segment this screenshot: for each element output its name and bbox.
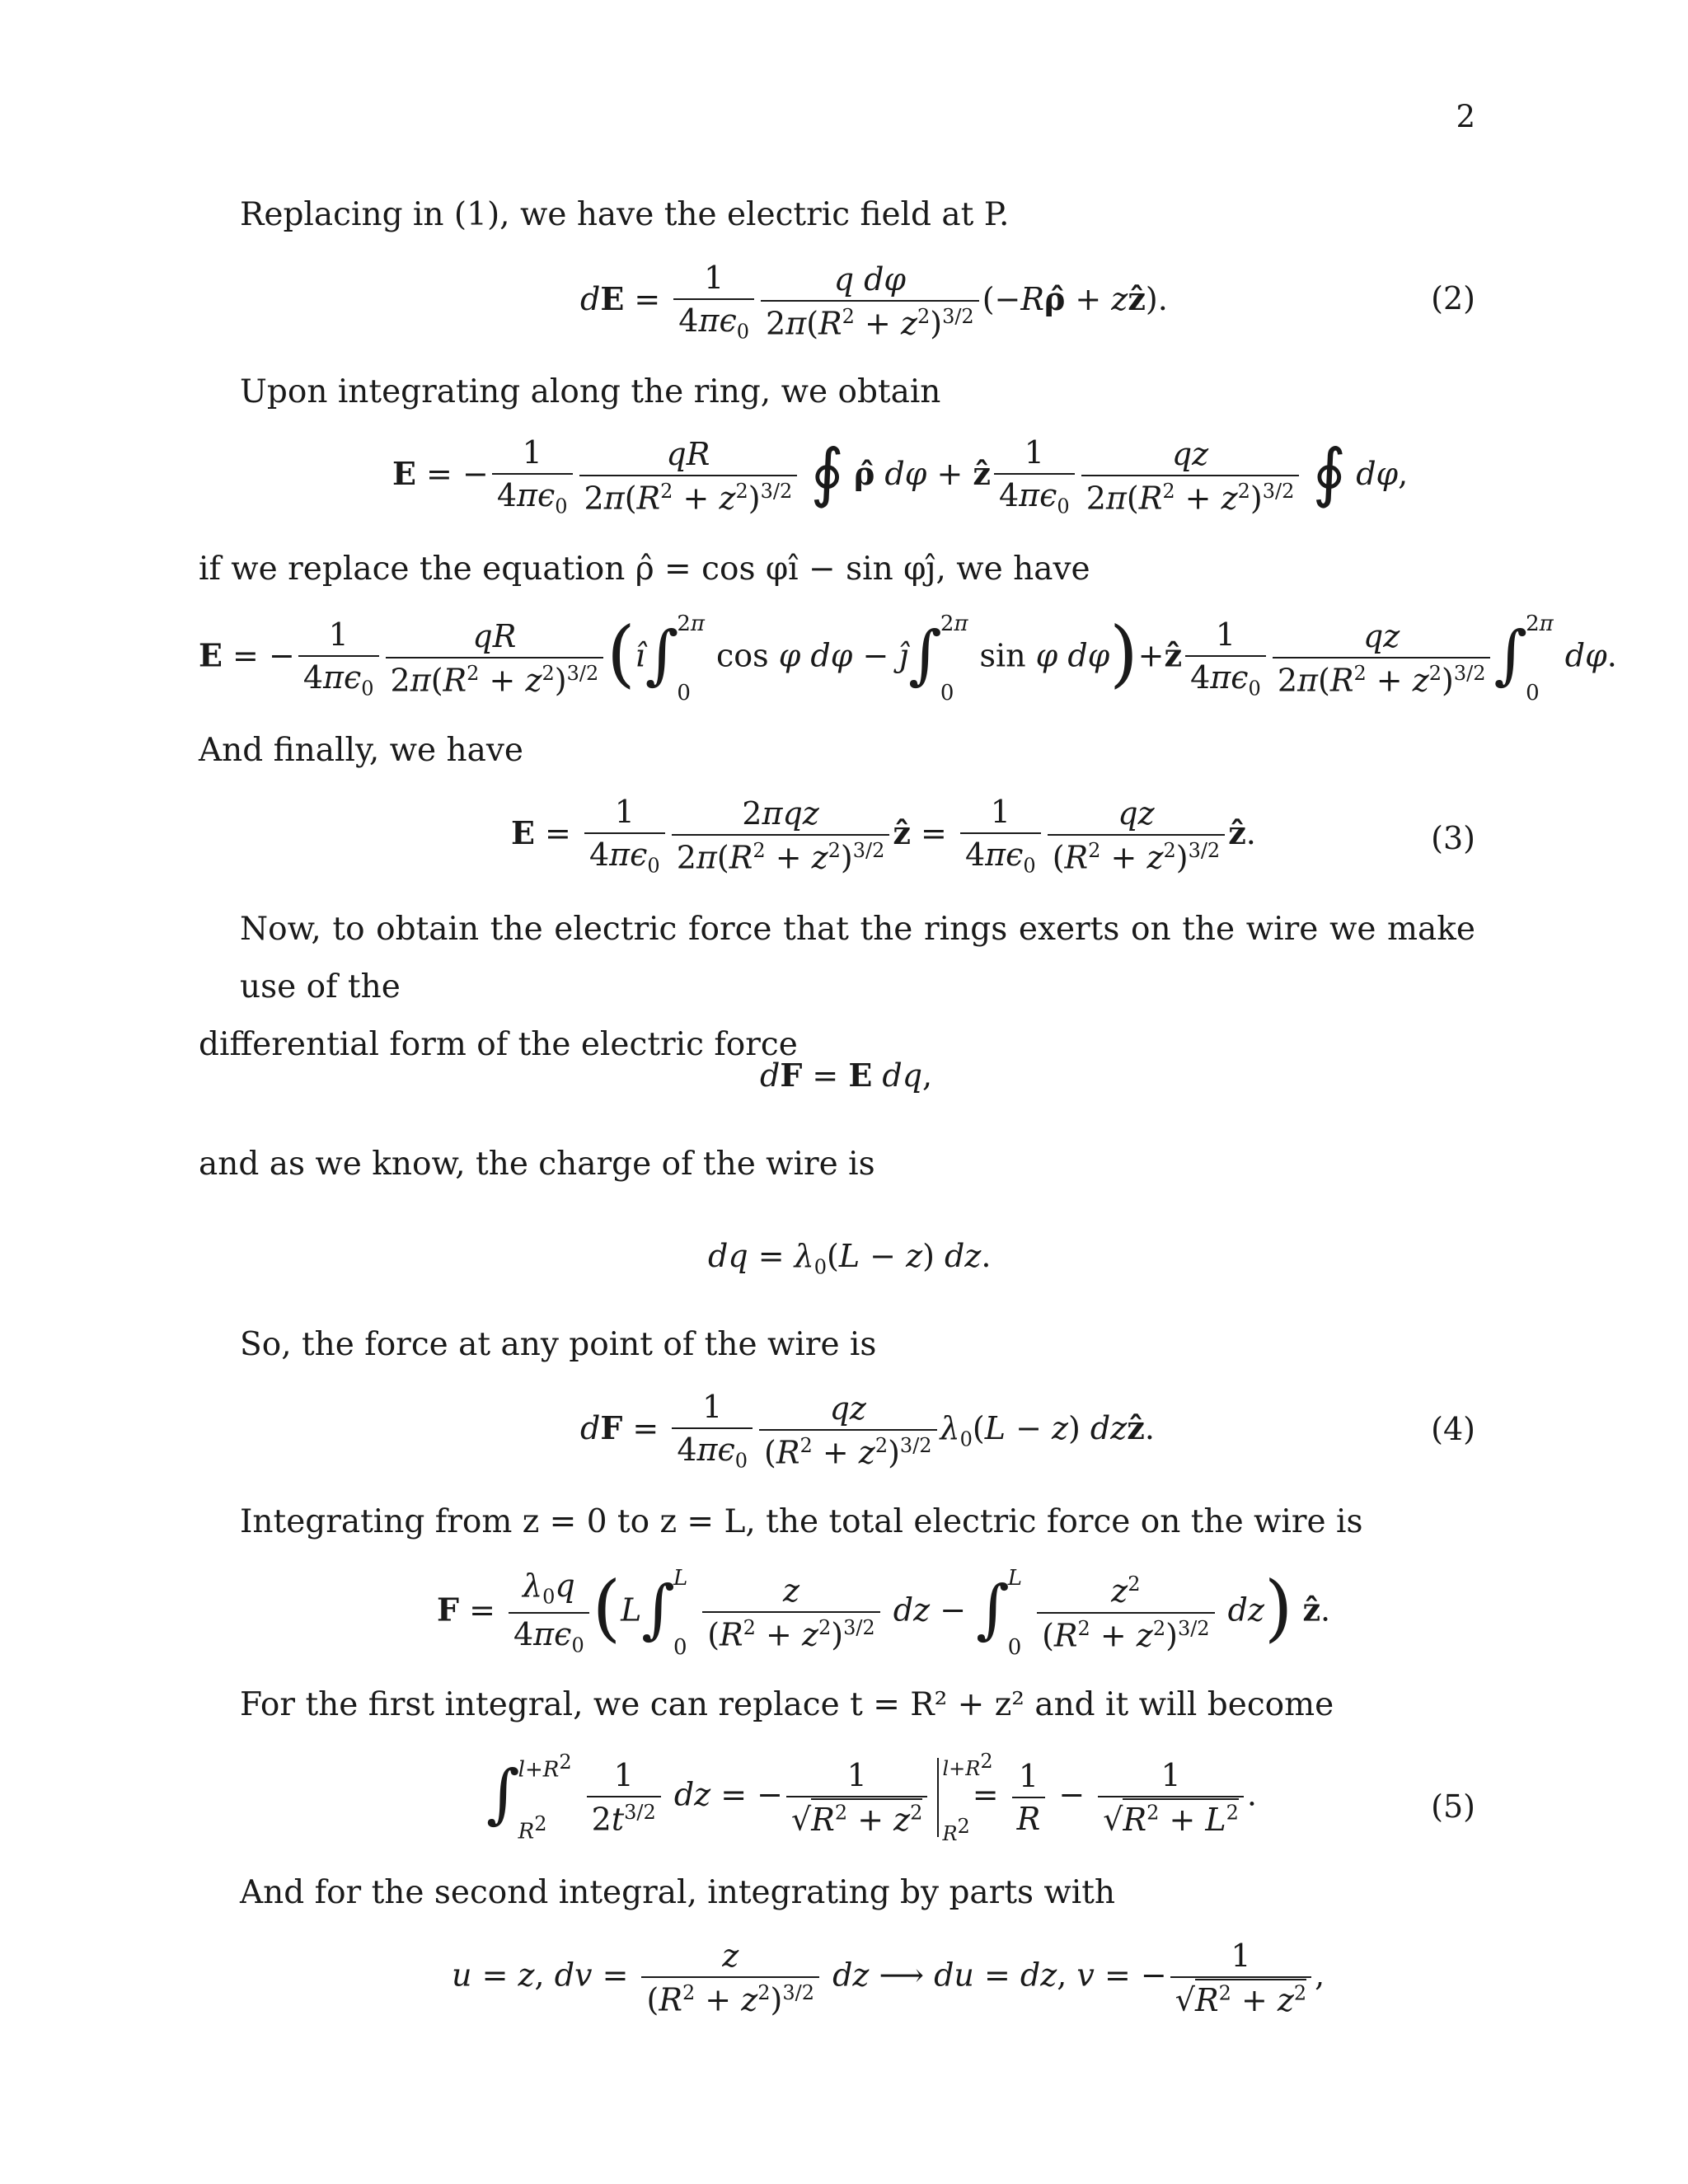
equation-number-3: (3) — [1431, 820, 1475, 856]
paragraph-force-point: So, the force at any point of the wire is — [240, 1326, 877, 1363]
equation-5: ∫ $l+R^2$ $R^2$ $\frac{1}{2t^{3/2}}$ dz = − $\frac{1}{√R^2 + z^2}$ $l+R^2$ $R^2$ = $\frac{1}{R}$ − $\frac{1}{√R^2 + L^2}$ . — [486, 1750, 1257, 1845]
equation-dq: dq = $\lambda_0(L - z)$ dz. — [708, 1238, 992, 1279]
equation-2: dE = $\frac{1}{4\pi\epsilon_0}$ $\frac{\text{q dφ}}{2\pi(R^2 + z^2)^{3/2}}$ (−Rρ̂ + zẑ). — [580, 260, 1168, 344]
paragraph-electric-force-line2: differential form of the electric force — [199, 1026, 798, 1063]
equation-number-5: (5) — [1431, 1788, 1475, 1825]
equation-expanded: E = − $\frac{1}{4\pi\epsilon_0}$ $\frac{qR}{2\pi(R^2 + z^2)^{3/2}}$ (î∫ 2π 0 cos φ dφ − ĵ∫ 2π 0 sin φ dφ)+ẑ $\frac{1}{4\pi\epsilon_0}$ $\frac{qz}{2\pi(R^2 + z^2)^{3/2}}$ ∫ 2π 0 dφ. — [199, 611, 1617, 705]
equation-number-2: (2) — [1431, 280, 1475, 316]
paragraph-finally: And finally, we have — [199, 732, 523, 769]
equation-4: dF = $\frac{1}{4\pi\epsilon_0}$ $\frac{qz}{(R^2 + z^2)^{3/2}}$ $\lambda_0(L - z)$ dzẑ. — [580, 1389, 1155, 1473]
equation-total-force: F = $\frac{\lambda_0q}{4\pi\epsilon_0}$ (L∫ L 0 $\frac{z}{(R^2 + z^2)^{3/2}}$ dz − ∫ L 0 $\frac{z^2}{(R^2 + z^2)^{3/2}}$ dz) ẑ. — [437, 1565, 1331, 1660]
equation-dF: dF = E dq, — [760, 1057, 933, 1094]
paragraph-electric-force-line1: Now, to obtain the electric force that the rings exerts on the wire we make use of the — [240, 911, 1475, 1005]
page-number: 2 — [1456, 99, 1475, 134]
equation-number-4: (4) — [1431, 1411, 1475, 1447]
paragraph-second-integral: And for the second integral, integrating by parts with — [240, 1874, 1116, 1911]
paragraph-total-force: Integrating from z = 0 to z = L, the total electric force on the wire is — [240, 1503, 1363, 1540]
paragraph-electric-force — [199, 901, 1475, 1074]
paragraph-replace-rho: if we replace the equation ρ̂ = cos φî − sin φĵ, we have — [199, 551, 1090, 588]
equation-3: E = $\frac{1}{4\pi\epsilon_0}$ $\frac{\text{2πqz}}{2\pi(R^2 + z^2)^{3/2}}$ ẑ = $\frac{1}{4\pi\epsilon_0}$ $\frac{qz}{(R^2 + z^2)^{3/2}}$ ẑ. — [511, 794, 1256, 878]
equation-by-parts: u = z, dv = $\frac{z}{(R^2 + z^2)^{3/2}}$ dz ⟶ du = dz, v = − $\frac{1}{√R^2 + z^2}$ , — [452, 1938, 1325, 2018]
paragraph-wire-charge: and as we know, the charge of the wire is — [199, 1146, 875, 1183]
equation-ring-integral: E = − $\frac{1}{4\pi\epsilon_0}$ $\frac{qR}{2\pi(R^2 + z^2)^{3/2}}$ ∮ ρ̂ dφ + ẑ $\frac{1}{4\pi\epsilon_0}$ $\frac{qz}{2\pi(R^2 + z^2)^{3/2}}$ ∮ dφ, — [392, 434, 1409, 518]
paragraph-first-integral: For the first integral, we can replace t = R² + z² and it will become — [240, 1686, 1334, 1723]
paragraph-integrating-ring: Upon integrating along the ring, we obtain — [240, 373, 941, 410]
paragraph-replacing: Replacing in (1), we have the electric field at P. — [240, 196, 1010, 233]
